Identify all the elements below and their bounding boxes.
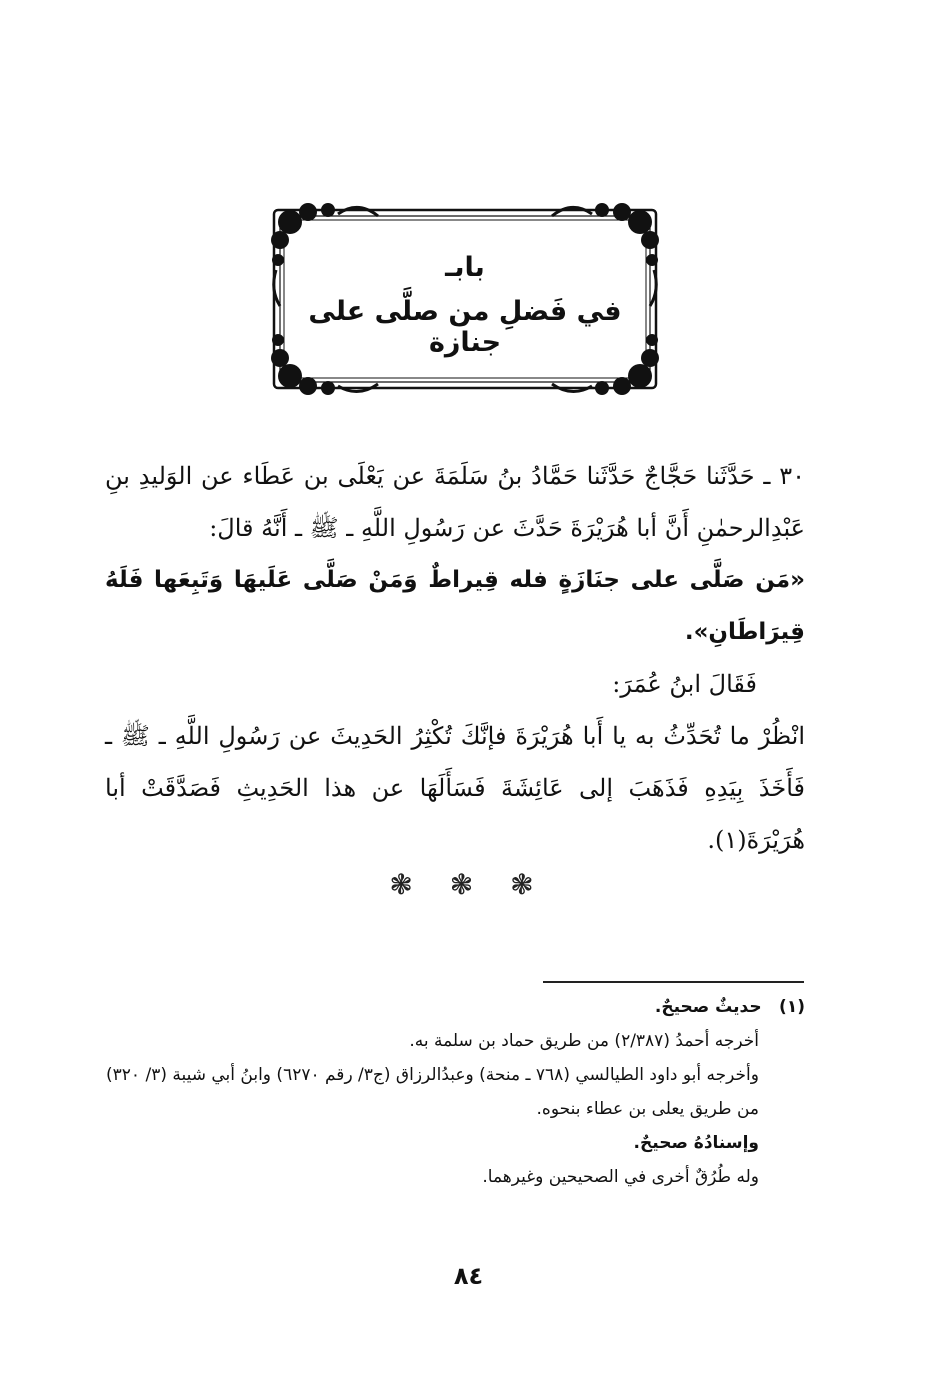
chapter-title: في فَضلِ من صلَّى على جنازة [308,296,622,358]
footnote-divider [543,981,804,983]
page-number: ٨٤ [453,1262,484,1290]
hadith-matn: «مَن صَلَّى على جنَازَةٍ فله قِيراطٌ وَمَنْ صَلَّى عَلَيهَا وَتَبِعَها فَلَهُ قِيرَاطَانِ». [105,567,805,645]
section-separator: ❃ ❃ ❃ [389,868,548,901]
footnote-isnad-grade: وإسنادُهُ صحيحٌ. [633,1133,759,1153]
footnote-takhrij-1: أخرجه أحمدُ (٢/٣٨٧) من طريق حماد بن سلمة به. [409,1031,759,1051]
footnote-other-routes: وله طُرُقٌ أخرى في الصحيحين وغيرهما. [482,1167,759,1187]
hadith-continuation: انْظُرْ ما تُحَدِّثُ به يا أَبا هُرَيْرَةَ فإنَّكَ تُكْثِرُ الحَدِيثَ عن رَسُولِ اللَّهِ ـ ﷺ ـ فَأَخَذَ بِيَدِهِ فَذَهَبَ إلى عَائِشَةَ فَسَأَلَهَا عن هذا الحَدِيثِ فَصَدَّقَتْ أبا هُرَيْرَةَ(١). [105,722,805,854]
chapter-label: بابـ [445,252,485,283]
hadith-text [105,450,805,866]
narrator-intro: فَقَالَ ابنُ عُمَرَ: [612,670,757,698]
footnotes [105,990,805,1194]
footnote-number: (١) [779,997,805,1017]
footnote-takhrij-2: وأخرجه أبو داود الطيالسي (٧٦٨ ـ منحة) وعبدُالرزاق (ج٣/ رقم ٦٢٧٠) وابنُ أبي شيبة (٣/ ٣٢٠) من طريق يعلى بن عطاء بنحوه. [106,1065,759,1119]
hadith-isnad: ٣٠ ـ حَدَّثَنا حَجَّاجٌ حَدَّثَنا حَمَّادُ بنُ سَلَمَةَ عن يَعْلَى بن عَطَاء عن الوَليدِ بنِ عَبْدِالرحمٰنِ أَنَّ أبا هُرَيْرَةَ حَدَّثَ عن رَسُولِ اللَّهِ ـ ﷺ ـ أَنَّهُ قالَ: [105,462,805,542]
chapter-title-frame [268,200,662,398]
footnote-grade: حديثٌ صحيحٌ. [654,997,762,1017]
